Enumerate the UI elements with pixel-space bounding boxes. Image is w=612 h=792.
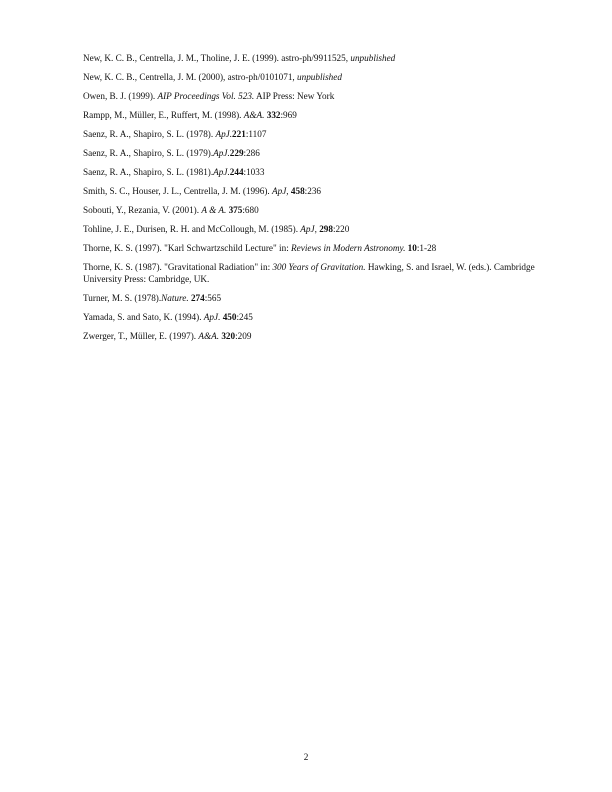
reference-pages: :209 — [235, 331, 252, 341]
reference-authors: Turner, M. S. (1978). — [83, 293, 162, 303]
reference-volume: 458 — [288, 186, 305, 196]
reference-volume: 375 — [226, 205, 243, 215]
reference-journal: Reviews in Modern Astronomy. — [291, 243, 406, 253]
reference-pages: :286 — [243, 148, 260, 158]
reference-item — [83, 90, 547, 102]
reference-authors: Thorne, K. S. (1997). "Karl Schwartzschild Lecture" in: — [83, 243, 292, 253]
reference-authors: Yamada, S. and Sato, K. (1994). — [83, 312, 204, 322]
reference-journal: 300 Years of Gravitation. — [272, 262, 366, 272]
reference-pages: :1033 — [243, 167, 265, 177]
reference-item — [83, 147, 547, 159]
reference-volume: 298 — [316, 224, 333, 234]
reference-journal: unpublished — [350, 53, 396, 63]
reference-list — [83, 52, 547, 349]
reference-volume: 332 — [264, 110, 281, 120]
reference-authors: Zwerger, T., Müller, E. (1997). — [83, 331, 199, 341]
reference-authors: Saenz, R. A., Shapiro, S. L. (1979). — [83, 148, 214, 158]
reference-item — [83, 292, 547, 304]
reference-volume: 244 — [229, 167, 244, 177]
reference-authors: Owen, B. J. (1999). — [83, 91, 158, 101]
reference-item — [83, 223, 547, 235]
reference-pages: :1107 — [245, 129, 267, 139]
reference-item — [83, 261, 547, 285]
reference-authors: Tohline, J. E., Durisen, R. H. and McCollough, M. (1985). — [83, 224, 301, 234]
reference-journal: ApJ. — [203, 312, 221, 322]
reference-volume: 274 — [188, 293, 205, 303]
reference-authors: Smith, S. C., Houser, J. L., Centrella, J. M. (1996). — [83, 186, 272, 196]
reference-journal: ApJ. — [215, 129, 233, 139]
reference-pages: :565 — [204, 293, 222, 303]
reference-item — [83, 71, 547, 83]
reference-authors: Rampp, M., Müller, E., Ruffert, M. (1998). — [83, 110, 244, 120]
reference-volume: 10 — [405, 243, 417, 253]
reference-journal: ApJ, — [272, 186, 289, 196]
reference-journal: Nature. — [161, 293, 189, 303]
reference-item — [83, 311, 547, 323]
reference-pages: :1-28 — [416, 243, 437, 253]
reference-item — [83, 166, 547, 178]
reference-journal: unpublished — [297, 72, 342, 82]
page-number: 2 — [303, 752, 309, 762]
reference-volume: 229 — [229, 148, 244, 158]
reference-item — [83, 330, 547, 342]
reference-item — [83, 242, 547, 254]
reference-pages: :236 — [304, 186, 322, 196]
reference-journal: ApJ. — [213, 148, 230, 158]
reference-authors: Thorne, K. S. (1987). "Gravitational Radiation" in: — [83, 262, 273, 272]
reference-pages: :680 — [242, 205, 259, 215]
reference-volume: 320 — [219, 331, 236, 341]
reference-authors: Sobouti, Y., Rezania, V. (2001). — [83, 205, 202, 215]
reference-item — [83, 109, 547, 121]
reference-item — [83, 128, 547, 140]
reference-authors: New, K. C. B., Centrella, J. M., Tholine, J. E. (1999). astro-ph/9911525, — [83, 53, 351, 63]
reference-pages: :245 — [236, 312, 253, 322]
reference-journal: ApJ. — [213, 167, 230, 177]
reference-pages: :220 — [332, 224, 350, 234]
reference-journal: A & A. — [201, 205, 227, 215]
reference-authors: New, K. C. B., Centrella, J. M. (2000), astro-ph/0101071, — [83, 72, 298, 82]
reference-item — [83, 204, 547, 216]
reference-journal: AIP Proceedings Vol. 523. — [157, 91, 255, 101]
reference-volume: 221 — [232, 129, 246, 139]
reference-pages: Hawking, S. and Israel, W. (eds.). Cambridge University Press: Cambridge, UK. — [83, 262, 535, 284]
reference-item — [83, 185, 547, 197]
reference-journal: A&A. — [198, 331, 220, 341]
reference-pages: AIP Press: New York — [254, 91, 335, 101]
reference-journal: A&A. — [243, 110, 265, 120]
reference-authors: Saenz, R. A., Shapiro, S. L. (1978). — [83, 129, 216, 139]
reference-volume: 450 — [220, 312, 237, 322]
reference-authors: Saenz, R. A., Shapiro, S. L. (1981). — [83, 167, 214, 177]
reference-item — [83, 52, 547, 64]
reference-journal: ApJ, — [300, 224, 317, 234]
reference-pages: :969 — [280, 110, 297, 120]
